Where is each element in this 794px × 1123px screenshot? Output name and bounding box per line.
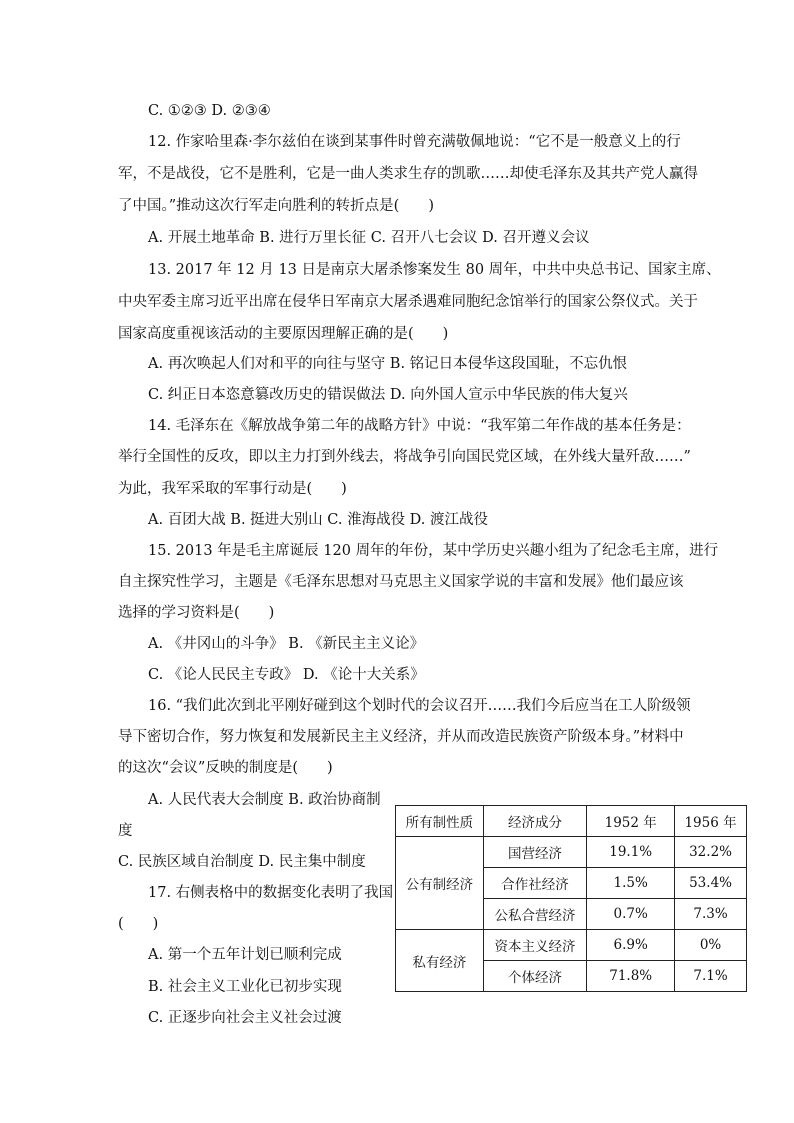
table-row bbox=[396, 930, 747, 961]
question-16-line2: 导下密切合作，努力恢复和发展新民主主义经济，并从而改造民族资产阶级本身。”材料中 bbox=[118, 729, 684, 745]
question-13-line2: 中央军委主席习近平出席在侵华日军南京大屠杀遇难同胞纪念馆举行的国家公祭仪式。关于 bbox=[118, 294, 698, 310]
table-cell-1956: 32.2% bbox=[675, 837, 747, 868]
question-12-options: A. 开展土地革命 B. 进行万里长征 C. 召开八七会议 D. 召开遵义会议 bbox=[148, 230, 590, 246]
question-12-line1: 12. 作家哈里森·李尔兹伯在谈到某事件时曾充满敬佩地说：“它不是一般意义上的行 bbox=[148, 134, 681, 150]
question-12-line3: 了中国。”推动这次行军走向胜利的转折点是( ) bbox=[118, 198, 434, 214]
table-cell-1956: 7.1% bbox=[675, 961, 747, 992]
table-group-public: 公有制经济 bbox=[396, 837, 484, 930]
options-q11-cd: C. ①②③ D. ②③④ bbox=[148, 103, 271, 119]
question-15-line2: 自主探究性学习，主题是《毛泽东思想对马克思主义国家学说的丰富和发展》他们最应该 bbox=[118, 574, 684, 590]
question-17-option-a: A. 第一个五年计划已顺利完成 bbox=[148, 947, 342, 963]
question-16-options-ab: A. 人民代表大会制度 B. 政治协商制 bbox=[148, 792, 381, 808]
table-cell-1952: 0.7% bbox=[587, 899, 675, 930]
question-16-line3: 的这次“会议”反映的制度是( ) bbox=[118, 760, 333, 776]
question-16-options-cd: C. 民族区域自治制度 D. 民主集中制度 bbox=[118, 854, 366, 870]
question-14-line1: 14. 毛泽东在《解放战争第二年的战略方针》中说：“我军第二年作战的基本任务是： bbox=[148, 418, 691, 434]
question-13-options-ab: A. 再次唤起人们对和平的向往与坚守 B. 铭记日本侵华这段国耻，不忘仇恨 bbox=[148, 356, 628, 372]
question-13-line3: 国家高度重视该活动的主要原因理解正确的是( ) bbox=[118, 326, 449, 342]
table-cell-component: 公私合营经济 bbox=[483, 899, 587, 930]
question-17-line1: 17. 右侧表格中的数据变化表明了我国 bbox=[148, 885, 394, 901]
table-cell-1956: 0% bbox=[675, 930, 747, 961]
question-15-options-cd: C. 《论人民民主专政》 D. 《论十大关系》 bbox=[148, 667, 425, 683]
table-cell-component: 合作社经济 bbox=[483, 868, 587, 899]
question-14-options: A. 百团大战 B. 挺进大别山 C. 淮海战役 D. 渡江战役 bbox=[148, 512, 489, 528]
question-12-line2: 军，不是战役，它不是胜利，它是一曲人类求生存的凯歌……却使毛泽东及其共产党人赢得 bbox=[118, 166, 698, 182]
table-cell-1952: 6.9% bbox=[587, 930, 675, 961]
question-15-options-ab: A. 《井冈山的斗争》 B. 《新民主主义论》 bbox=[148, 636, 425, 652]
table-row bbox=[396, 837, 747, 868]
table-cell-component: 国营经济 bbox=[483, 837, 587, 868]
table-cell-1952: 1.5% bbox=[587, 868, 675, 899]
table-group-private: 私有经济 bbox=[396, 930, 484, 992]
table-cell-1956: 53.4% bbox=[675, 868, 747, 899]
question-15-line3: 选择的学习资料是( ) bbox=[118, 605, 275, 621]
question-17-option-b: B. 社会主义工业化已初步实现 bbox=[148, 979, 342, 995]
table-header-component: 经济成分 bbox=[483, 806, 587, 837]
table-header-1956: 1956 年 bbox=[675, 806, 747, 837]
question-14-line2: 举行全国性的反攻，即以主力打到外线去，将战争引向国民党区域，在外线大量歼敌……” bbox=[118, 449, 691, 465]
question-16-line1: 16. “我们此次到北平刚好碰到这个划时代的会议召开……我们今后应当在工人阶级领 bbox=[148, 698, 691, 714]
table-cell-1952: 19.1% bbox=[587, 837, 675, 868]
table-header-ownership: 所有制性质 bbox=[396, 806, 484, 837]
question-17-line2: ( ) bbox=[118, 916, 159, 932]
ownership-data-table bbox=[395, 805, 747, 992]
table-header-1952: 1952 年 bbox=[587, 806, 675, 837]
table-header-row bbox=[396, 806, 747, 837]
question-15-line1: 15. 2013 年是毛主席诞辰 120 周年的年份，某中学历史兴趣小组为了纪念毛主席，进行 bbox=[148, 543, 719, 559]
table-cell-1956: 7.3% bbox=[675, 899, 747, 930]
table-cell-component: 个体经济 bbox=[483, 961, 587, 992]
table-cell-component: 资本主义经济 bbox=[483, 930, 587, 961]
question-17-option-c: C. 正逐步向社会主义社会过渡 bbox=[148, 1010, 342, 1026]
question-14-line3: 为此，我军采取的军事行动是( ) bbox=[118, 481, 347, 497]
question-13-line1: 13. 2017 年 12 月 13 日是南京大屠杀惨案发生 80 周年，中共中央总书记、国家主席、 bbox=[148, 262, 721, 278]
question-13-options-cd: C. 纠正日本恣意篡改历史的错误做法 D. 向外国人宣示中华民族的伟大复兴 bbox=[148, 387, 628, 403]
table-cell-1952: 71.8% bbox=[587, 961, 675, 992]
question-16-options-ab-wrap: 度 bbox=[118, 823, 133, 839]
